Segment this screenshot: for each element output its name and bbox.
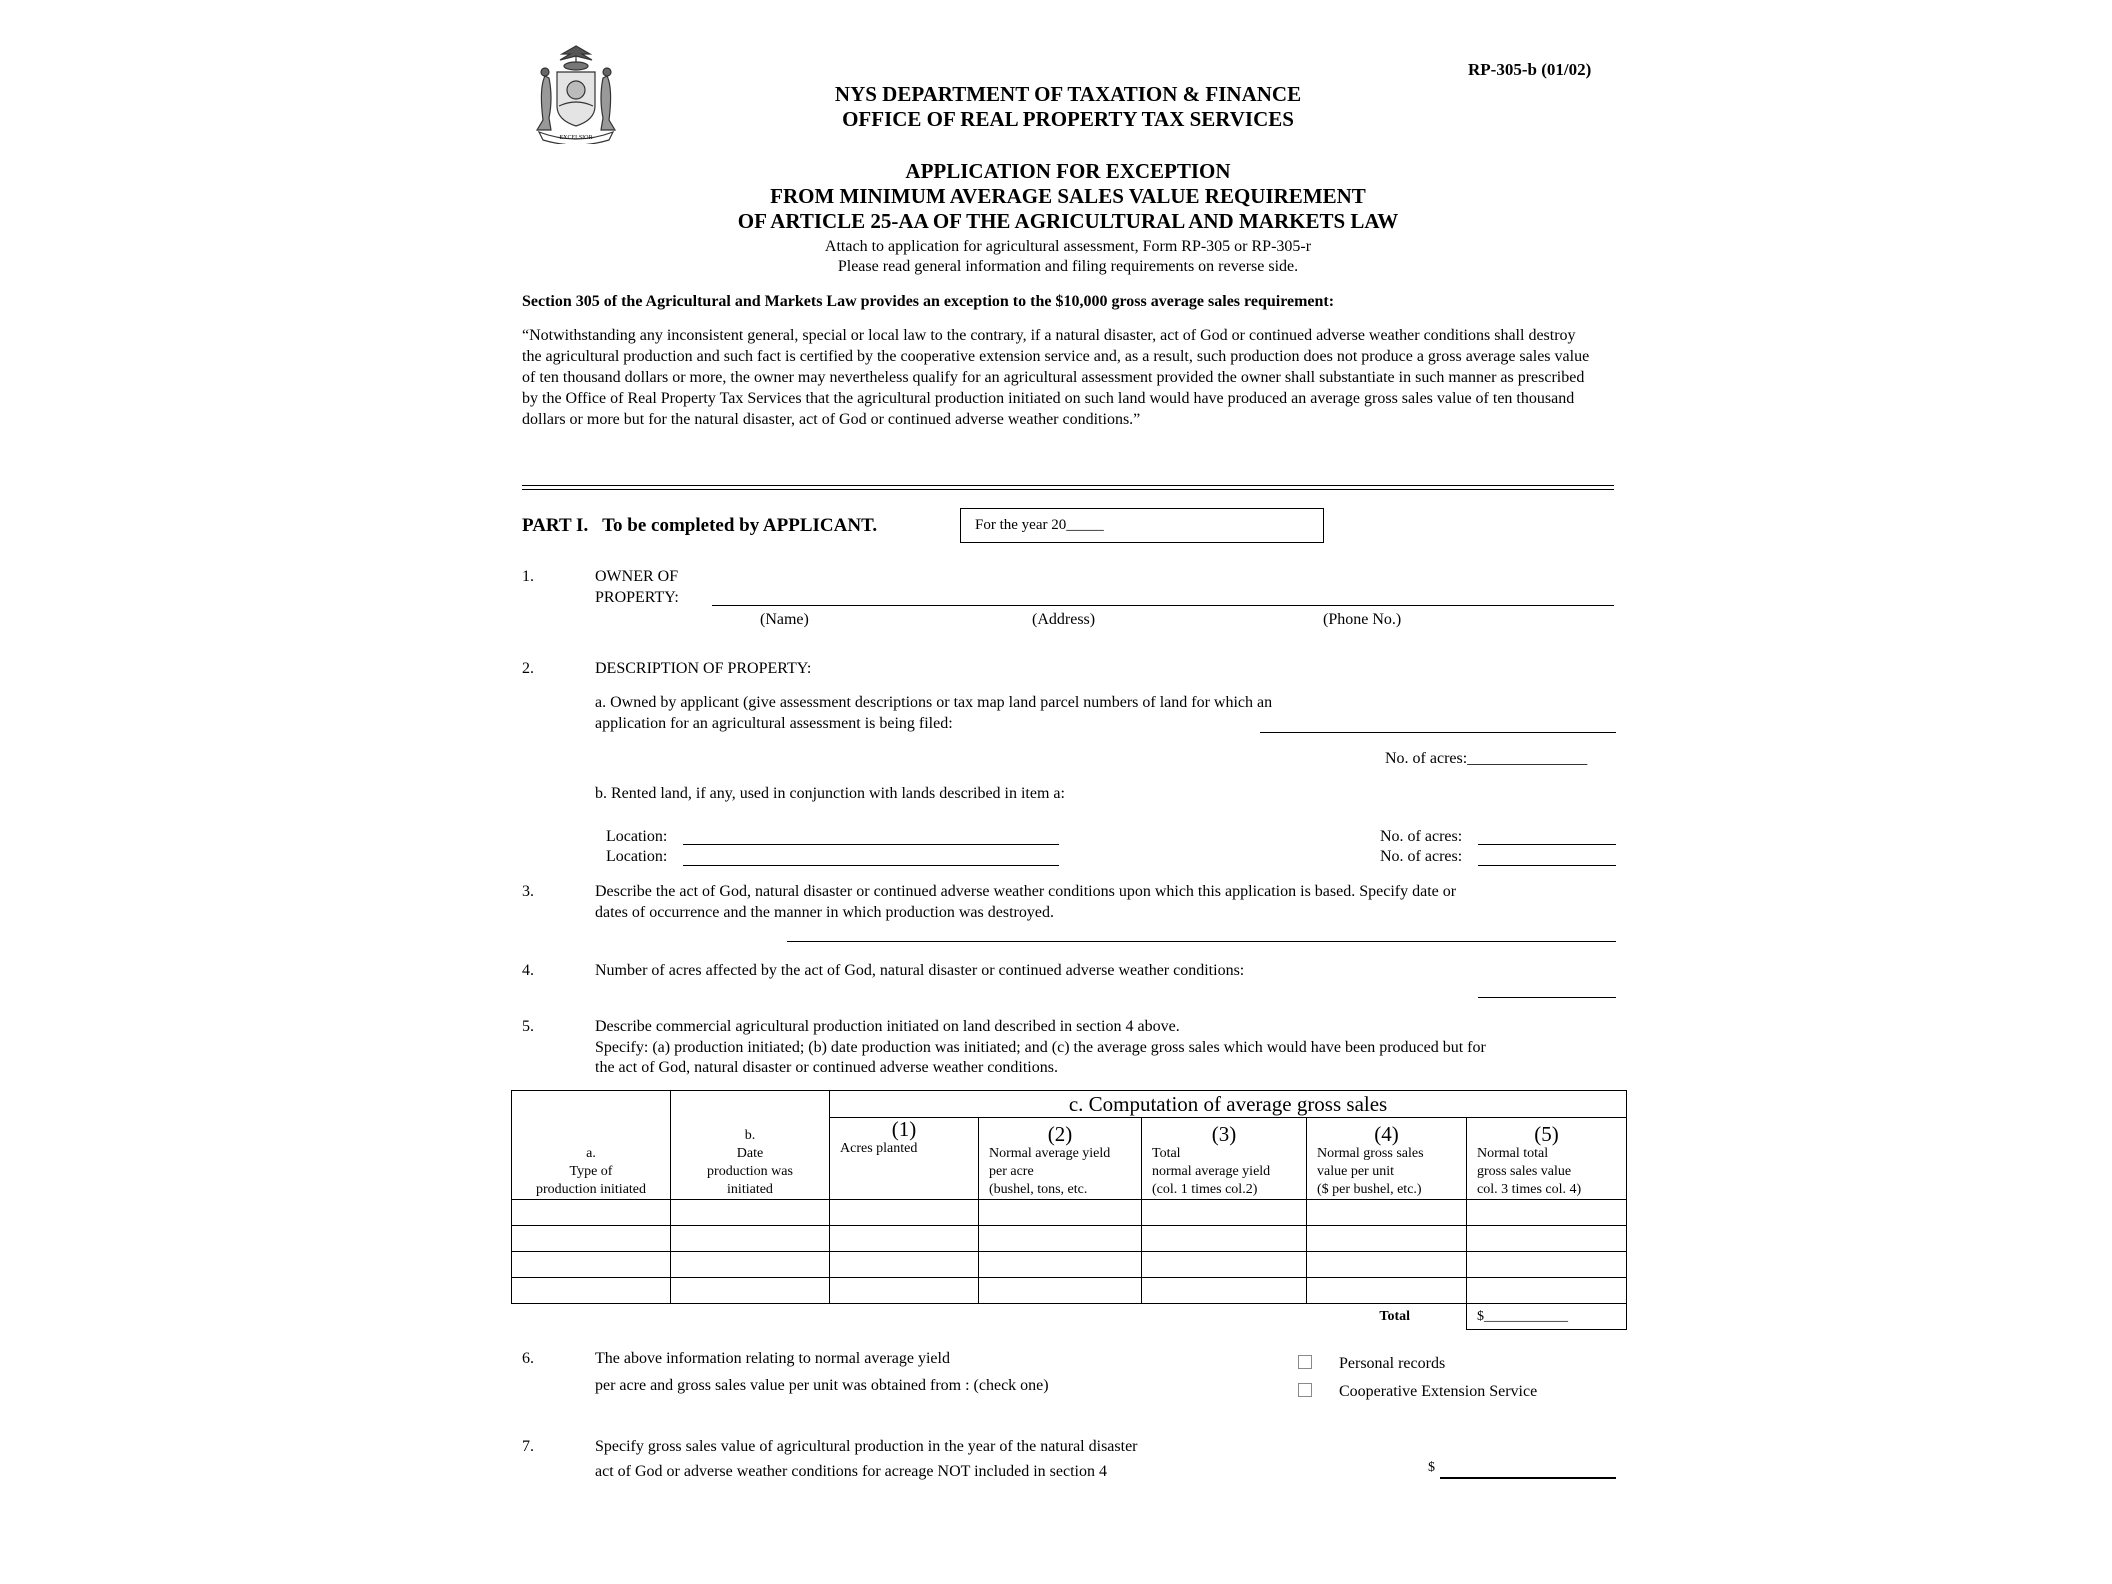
location-input-line[interactable] [683,865,1059,866]
table-cell[interactable] [512,1226,671,1252]
table-cell[interactable] [1142,1278,1307,1304]
table-cell[interactable] [512,1200,671,1226]
owned-acres-field[interactable]: No. of acres:_______________ [1385,750,1588,767]
location-input-line[interactable] [683,844,1059,845]
table-cell[interactable] [979,1278,1142,1304]
table-cell[interactable] [1467,1200,1627,1226]
table-cell[interactable] [512,1278,671,1304]
item-number: 5. [522,1018,534,1035]
table-cell[interactable] [1307,1226,1467,1252]
title-subline-1: Attach to application for agricultural assessment, Form RP-305 or RP-305-r [824,238,1312,255]
table-cell[interactable] [671,1200,830,1226]
title-line-3: OF ARTICLE 25-AA OF THE AGRICULTURAL AND MARKETS LAW [737,209,1399,233]
total-value-field[interactable]: $____________ [1467,1304,1627,1330]
disaster-description-text: dates of occurrence and the manner in which production was destroyed. [595,904,1054,921]
owned-land-text: application for an agricultural assessment is being filed: [595,715,953,732]
col-4-header: (4) Normal gross sales value per unit ($ per bushel, etc.) [1307,1118,1467,1200]
owner-label: PROPERTY: [595,589,679,606]
disaster-description-text: Describe the act of God, natural disaster or continued adverse weather conditions upon which this application is based. Specify date or [595,883,1457,900]
location-label: Location: [606,828,668,845]
cooperative-extension-checkbox[interactable] [1298,1383,1312,1397]
table-cell[interactable] [979,1226,1142,1252]
personal-records-checkbox[interactable] [1298,1355,1312,1369]
item-number: 3. [522,883,534,900]
owned-land-text: a. Owned by applicant (give assessment descriptions or tax map land parcel numbers of land for which an [595,694,1273,711]
rented-land-text: b. Rented land, if any, used in conjunction with lands described in item a: [595,785,1065,802]
computation-table [511,1090,1627,1330]
owner-phone-caption: (Phone No.) [1323,611,1402,628]
table-cell[interactable] [1467,1278,1627,1304]
table-cell[interactable] [830,1200,979,1226]
total-row [512,1304,1627,1330]
dollar-sign: $ [1428,1460,1435,1475]
location-acres-label: No. of acres: [1380,848,1463,865]
gross-sales-text: act of God or adverse weather conditions for acreage NOT included in section 4 [595,1463,1107,1480]
table-cell[interactable] [830,1226,979,1252]
col-2-header: (2) Normal average yield per acre (bushel, tons, etc. [979,1118,1142,1200]
source-info-text: per acre and gross sales value per unit was obtained from : (check one) [595,1377,1049,1394]
agency-line-2: OFFICE OF REAL PROPERTY TAX SERVICES [842,107,1294,131]
table-cell[interactable] [979,1252,1142,1278]
table-cell[interactable] [1467,1252,1627,1278]
divider-rule [522,485,1614,486]
gross-sales-text: Specify gross sales value of agricultural production in the year of the natural disaster [595,1438,1138,1455]
item-number: 6. [522,1350,534,1367]
location-label: Location: [606,848,668,865]
location-acres-label: No. of acres: [1380,828,1463,845]
cooperative-extension-label: Cooperative Extension Service [1339,1383,1538,1400]
acres-affected-text: Number of acres affected by the act of God, natural disaster or continued adverse weather conditions: [595,962,1245,979]
table-cell[interactable] [1307,1278,1467,1304]
production-description-text: the act of God, natural disaster or continued adverse weather conditions. [595,1059,1058,1076]
table-cell[interactable] [1142,1252,1307,1278]
item-number: 4. [522,962,534,979]
gross-sales-input-line[interactable] [1440,1477,1616,1479]
col-1-header: (1) Acres planted [830,1118,979,1200]
table-row [512,1226,1627,1252]
production-description-text: Describe commercial agricultural production initiated on land described in section 4 above. [595,1018,1180,1035]
title-line-2: FROM MINIMUM AVERAGE SALES VALUE REQUIREMENT [770,184,1366,208]
owned-land-input-line[interactable] [1260,732,1616,733]
acres-affected-input-line[interactable] [1478,997,1616,998]
disaster-input-line[interactable] [787,941,1616,942]
table-cell[interactable] [979,1200,1142,1226]
col-b-header: b. Date production was initiated [671,1091,830,1200]
computation-group-header: c. Computation of average gross sales [830,1091,1627,1118]
table-cell[interactable] [671,1226,830,1252]
location-acres-input-line[interactable] [1478,844,1616,845]
table-cell[interactable] [512,1252,671,1278]
source-info-text: The above information relating to normal average yield [595,1350,950,1367]
table-cell[interactable] [671,1278,830,1304]
table-cell[interactable] [830,1278,979,1304]
production-description-text: Specify: (a) production initiated; (b) date production was initiated; and (c) the average gross sales which would have been produced but for [595,1039,1486,1056]
owner-label: OWNER OF [595,568,679,585]
year-field[interactable] [960,508,1324,543]
table-cell[interactable] [1142,1200,1307,1226]
section-intro: Section 305 of the Agricultural and Markets Law provides an exception to the $10,000 gross average sales requirement: [522,293,1335,310]
item-number: 1. [522,568,534,585]
form-number: RP-305-b (01/02) [1468,60,1592,79]
table-row [512,1252,1627,1278]
table-cell[interactable] [1142,1226,1307,1252]
col-5-header: (5) Normal total gross sales value col. 3 times col. 4) [1467,1118,1627,1200]
statute-quote: “Notwithstanding any inconsistent general, special or local law to the contrary, if a natural disaster, act of God or continued adverse weather conditions shall destroy the agricultural production and such fact is certified by the cooperative extension service and, as a result, such production does not produce a gross average sales value of ten thousand dollars or more, the owner may nevertheless qualify for an agricultural assessment provided the owner shall substantiate in such manner as prescribed by the Office of Real Property Tax Services that the agricultural production initiated on such land would have produced an average gross sales value of ten thousand dollars or more but for the natural disaster, act of God or continued adverse weather conditions.” [522,327,1590,428]
year-field-label: For the year 20_____ [975,517,1104,533]
item-number: 2. [522,660,534,677]
owner-name-caption: (Name) [760,611,809,628]
col-3-header: (3) Total normal average yield (col. 1 times col.2) [1142,1118,1307,1200]
table-cell[interactable] [1467,1226,1627,1252]
col-a-header: a. Type of production initiated [512,1091,671,1200]
title-subline-2: Please read general information and filing requirements on reverse side. [837,258,1299,275]
table-cell[interactable] [1307,1200,1467,1226]
table-row [512,1278,1627,1304]
table-cell[interactable] [671,1252,830,1278]
svg-text:EXCELSIOR: EXCELSIOR [559,135,593,141]
property-description-label: DESCRIPTION OF PROPERTY: [595,660,812,677]
agency-line-1: NYS DEPARTMENT OF TAXATION & FINANCE [834,82,1302,106]
owner-address-caption: (Address) [1032,611,1096,628]
title-line-1: APPLICATION FOR EXCEPTION [905,159,1231,183]
table-row [512,1200,1627,1226]
divider-rule [522,489,1614,490]
location-acres-input-line[interactable] [1478,865,1616,866]
owner-input-line[interactable] [712,605,1614,606]
nys-seal-logo [523,42,629,144]
table-cell[interactable] [1307,1252,1467,1278]
table-cell[interactable] [830,1252,979,1278]
total-label: Total [1379,1308,1410,1324]
part1-heading: PART I. To be completed by APPLICANT. [522,515,878,536]
personal-records-label: Personal records [1339,1355,1446,1372]
item-number: 7. [522,1438,534,1455]
